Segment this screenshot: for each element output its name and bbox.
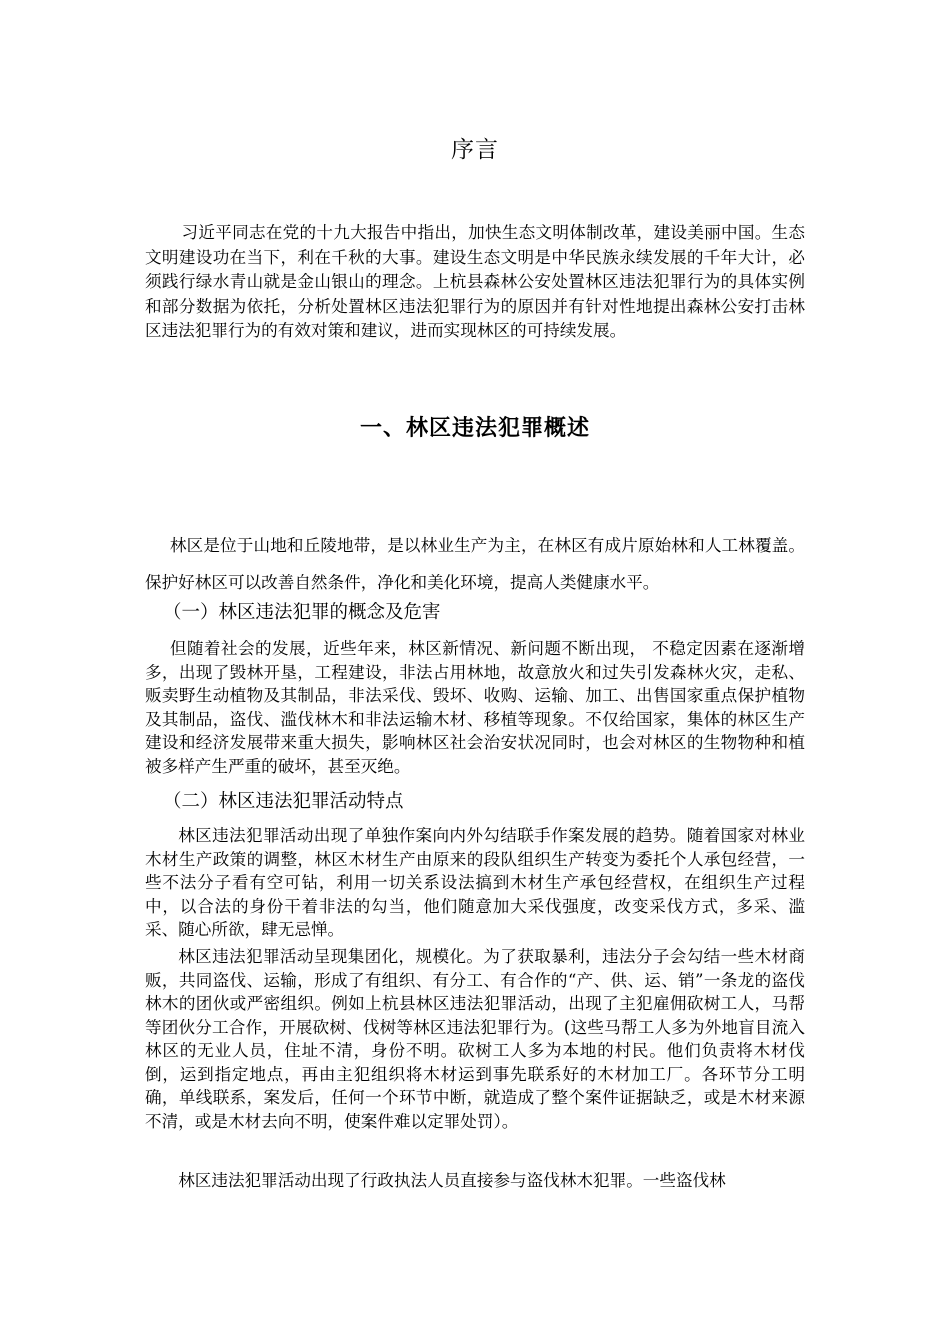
- subsection-2-paragraph: 林区违法犯罪活动呈现集团化，规模化。为了获取暴利，违法分子会勾结一些木材商贩，共同盗伐、运输，形成了有组织、有分工、有合作的“产、供、运、销”一条龙的盗伐林木的团伙或严密组织。例如上杭县林区违法犯罪活动，出现了主犯雇佣砍树工人，马帮等团伙分工合作，开展砍树、伐树等林区违法犯罪行为。(这些马帮工人多为外地盲目流入林区的无业人员，住址不清，身份不明。砍树工人多为本地的村民。他们负责将木材伐倒，运到指定地点，再由主犯组织将木材运到事先联系好的木材加工厂。各环节分工明确，单线联系，案发后，任何一个环节中断，就造成了整个案件证据缺乏，或是木材来源不清，或是木材去向不明，使案件难以定罪处罚）。: [145, 947, 805, 1131]
- subsection-1-heading: （一）林区违法犯罪的概念及危害: [163, 602, 441, 623]
- section-title: 一、林区违法犯罪概述: [359, 416, 590, 441]
- subsection-2-paragraph: 林区违法犯罪活动出现了行政执法人员直接参与盗伐林木犯罪。一些盗伐林: [178, 1171, 726, 1190]
- subsection-2-paragraph: 林区违法犯罪活动出现了单独作案向内外勾结联手作案发展的趋势。随着国家对林业木材生产政策的调整，林区木材生产由原来的段队组织生产转变为委托个人承包经营，一些不法分子看有空可钻，利用一切关系设法搞到木材生产承包经营权，在组织生产过程中，以合法的身份干着非法的勾当，他们随意加大采伐强度，改变采伐方式，多采、滥采、随心所欲，肆无忌惮。: [145, 826, 805, 939]
- subsection-1-paragraph: 但随着社会的发展，近些年来，林区新情况、新问题不断出现， 不稳定因素在逐渐增多，出现了毁林开垦，工程建设，非法占用林地，故意放火和过失引发森林火灾，走私、贩卖野生动植物及其制品，非法采伐、毁坏、收购、运输、加工、出售国家重点保护植物及其制品，盗伐、滥伐林木和非法运输木材、移植等现象。不仅给国家，集体的林区生产建设和经济发展带来重大损失，影响林区社会治安状况同时，也会对林区的生物物种和植被多样产生严重的破坏，甚至灭绝。: [145, 639, 805, 776]
- section-intro-paragraph: 林区是位于山地和丘陵地带，是以林业生产为主，在林区有成片原始林和人工林覆盖。保护好林区可以改善自然条件，净化和美化环境，提高人类健康水平。: [145, 536, 805, 592]
- preface-title: 序言: [451, 137, 499, 163]
- preface-paragraph: 习近平同志在党的十九大报告中指出，加快生态文明体制改革，建设美丽中国。生态文明建设功在当下，利在千秋的大事。建设生态文明是中华民族永续发展的千年大计，必须践行绿水青山就是金山银山的理念。上杭县森林公安处置林区违法犯罪行为的具体实例和部分数据为依托，分析处置林区违法犯罪行为的原因并有针对性地提出森林公安打击林区违法犯罪行为的有效对策和建议，进而实现林区的可持续发展。: [145, 223, 805, 340]
- subsection-2-heading: （二）林区违法犯罪活动特点: [163, 791, 404, 812]
